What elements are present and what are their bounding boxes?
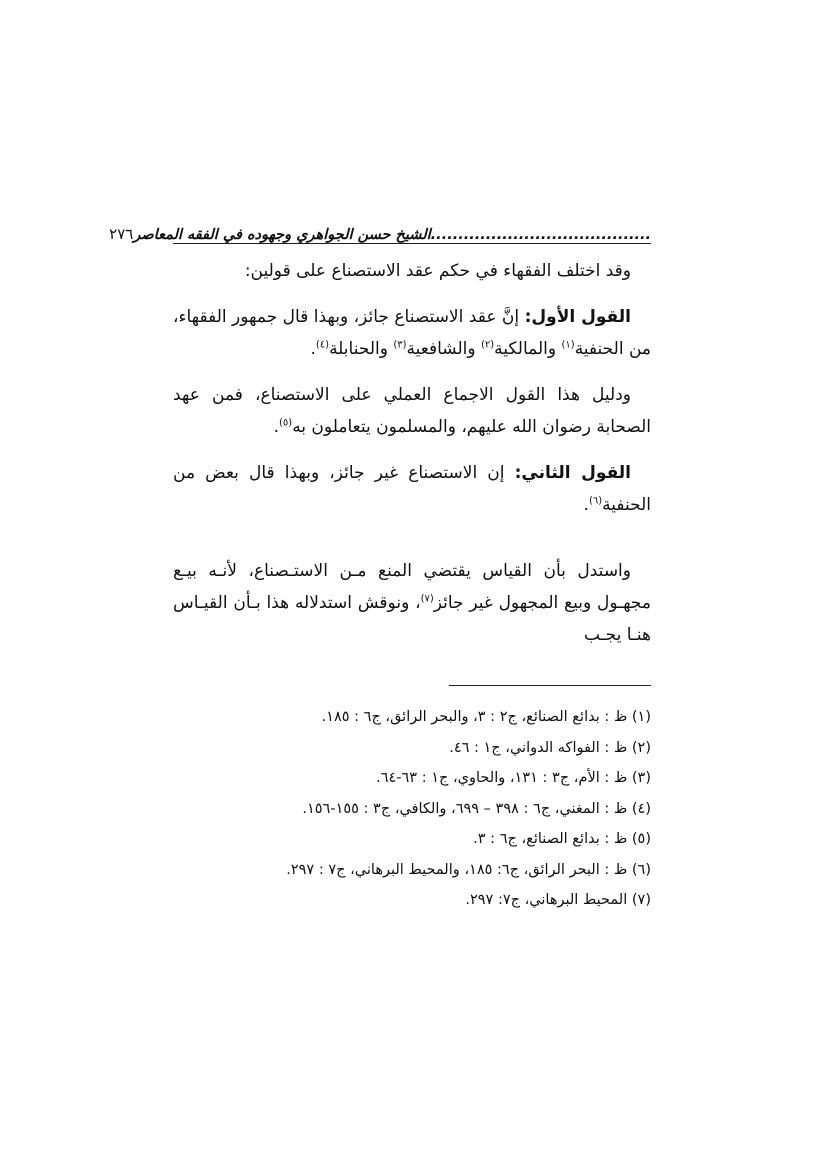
footnote-ref-1[interactable]: (١) [561,339,575,351]
argument-text-a: واستدل بأن القياس يقتضي المنع مـن الاستـصناع، لأنـه بيـع مجهـول وبيع المجهول غير جائز [173,561,652,613]
second-opinion-text: إن الاستصناع غير جائز، وبهذا قال بعض من الحنفية [173,463,651,515]
paragraph-argument [173,555,651,651]
paragraph-second-opinion [173,457,651,521]
main-text [173,255,651,665]
first-opinion-text-end: . [310,339,316,359]
argument-text-b: ، ونوقش استدلاله هذا بـأن القيـاس هنـا يجـب [173,593,651,645]
paragraph-intro-text: وقد اختلف الفقهاء في حكم عقد الاستصناع على قولين: [244,261,631,281]
first-opinion-heading: القول الأول: [524,307,631,327]
footnote-ref-5[interactable]: (٥) [279,417,293,429]
footnote-4: (٤) ظ : المغني، ج٦ : ٣٩٨ – ٦٩٩، والكافي، ج٣ : ١٥٥-١٥٦. [302,800,651,817]
footnote-7: (٧) المحيط البرهاني، ج٧: ٢٩٧. [465,892,651,908]
footnote-1: (١) ظ : بدائع الصنائع، ج٢ : ٣، والبحر الرائق، ج٦ : ١٨٥. [321,709,651,725]
page-number: ٢٧٦ [109,225,134,243]
footnote-3: (٣) ظ : الأم، ج٣ : ١٣١، والحاوي، ج١ : ٦٣-٦٤. [376,770,651,786]
footnote-6: (٦) ظ : البحر الرائق، ج٦: ١٨٥، والمحيط البرهاني، ج٧ : ٢٩٧. [286,861,651,878]
footnotes [173,702,651,916]
footnote-ref-2[interactable]: (٢) [480,339,495,351]
evidence-text: ودليل هذا القول الاجماع العملي على الاستصناع، فمن عهد الصحابة رضوان الله عليهم، والمسلمون يتعاملون به [173,385,651,437]
footnote-5: (٥) ظ : بدائع الصنائع، ج٦ : ٣. [473,831,651,847]
running-header [109,219,651,244]
footnote-2: (٢) ظ : الفواكه الدواني، ج١ : ٤٦. [449,739,651,756]
footnote-separator [449,685,651,686]
paragraph-evidence [173,379,651,443]
running-header-title: ........................................الشيخ حسن الجواهري وجهوده في الفقه المعاصر [133,227,651,243]
evidence-text-end: . [273,417,279,437]
paragraph-first-opinion [173,301,651,365]
footnote-ref-6[interactable]: (٦) [588,495,603,507]
first-opinion-text-a: إنَّ عقد الاستصناع جائز، وبهذا قال جمهور الفقهاء، من الحنفية [173,307,651,359]
first-opinion-text-c: والشافعية [406,339,481,359]
paragraph-intro [173,255,651,287]
footnote-ref-4[interactable]: (٤) [315,339,330,351]
footnote-ref-7[interactable]: (٧) [420,593,434,605]
second-opinion-text-end: . [583,495,589,515]
first-opinion-text-b: والمالكية [494,339,562,359]
second-opinion-heading: القول الثاني: [514,463,632,483]
first-opinion-text-d: والحنابلة [329,339,394,359]
footnote-ref-3[interactable]: (٣) [393,339,407,351]
